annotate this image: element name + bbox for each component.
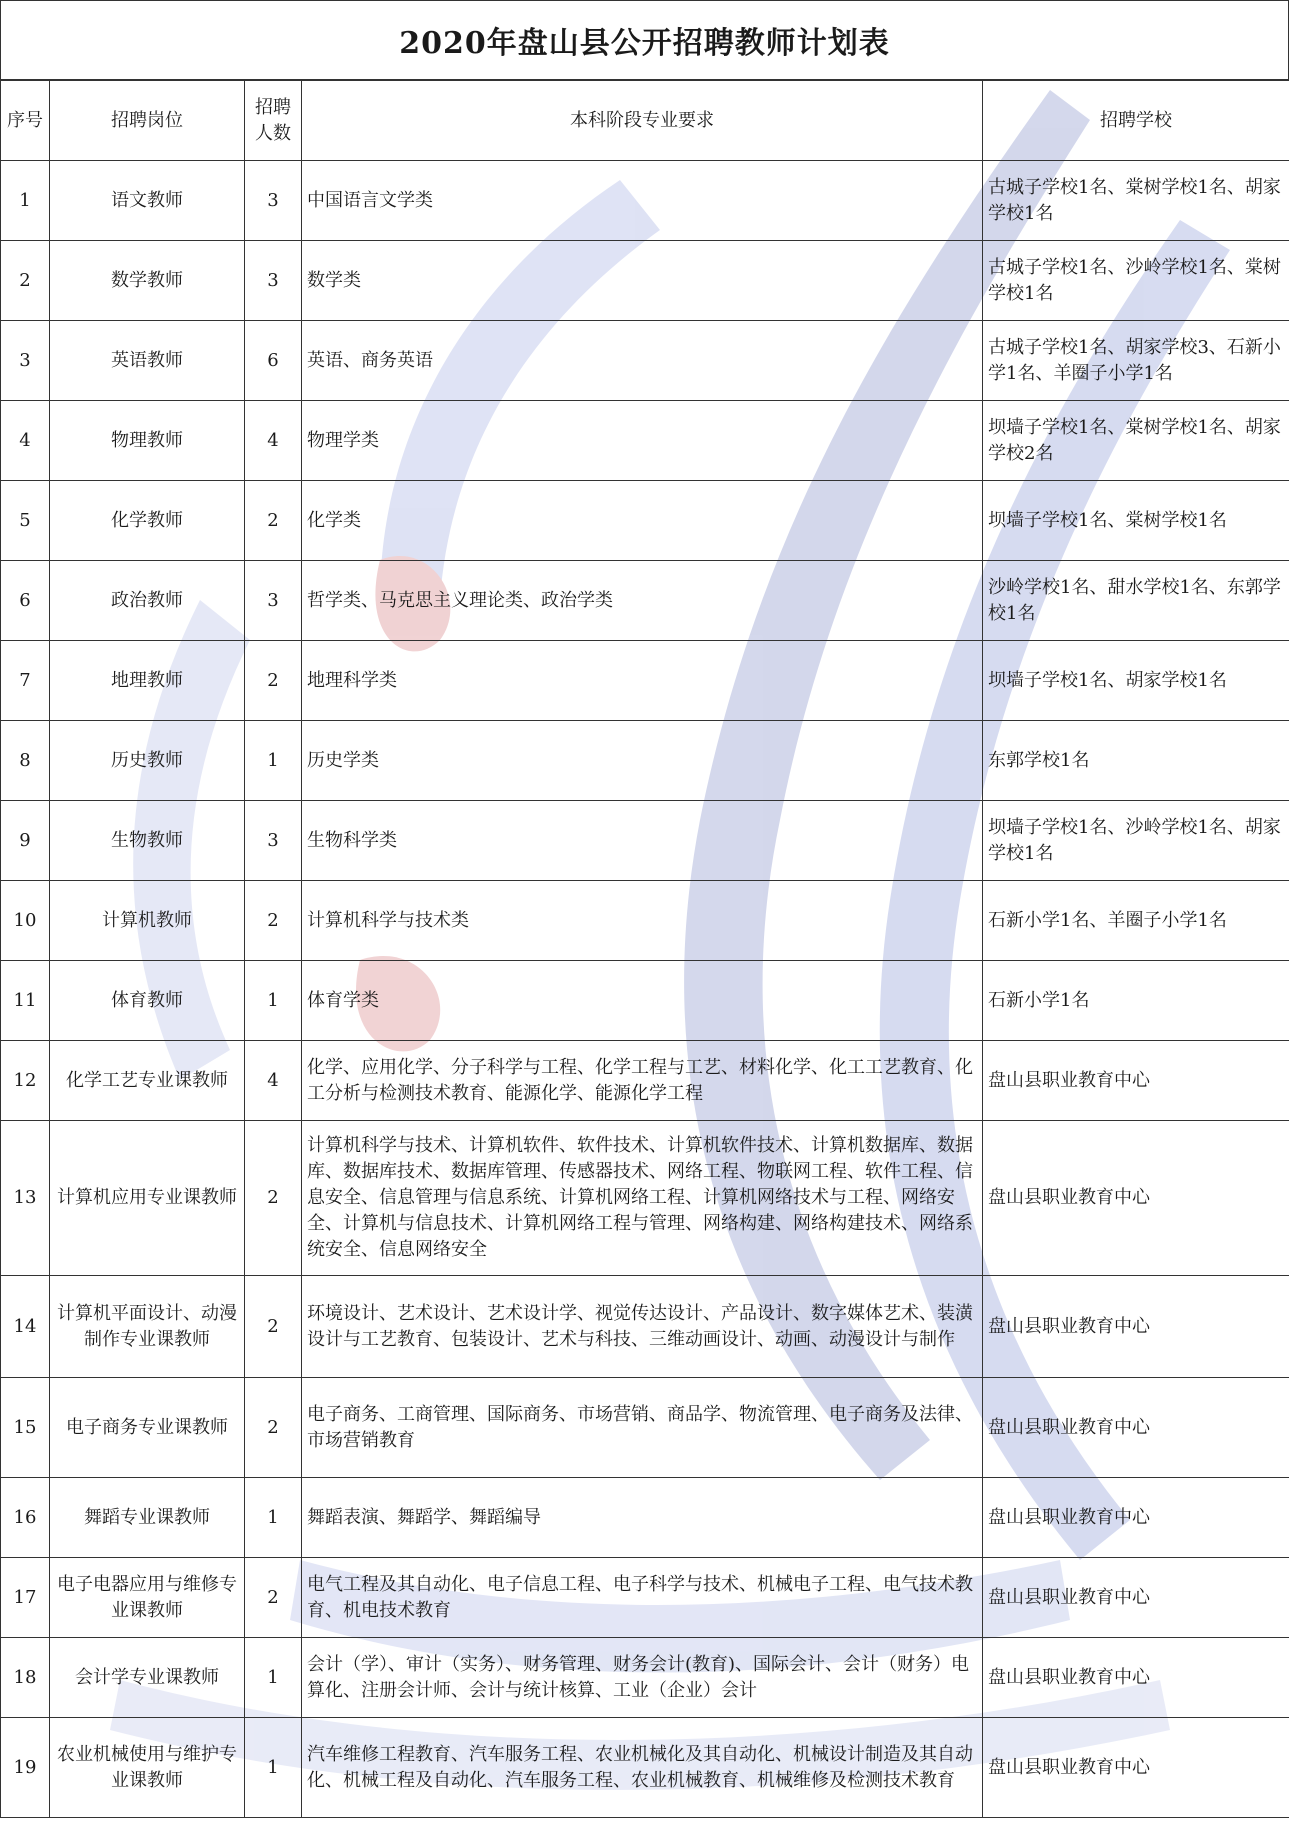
cell-count: 1 [245, 961, 302, 1041]
cell-count: 2 [245, 1378, 302, 1478]
cell-post: 物理教师 [50, 401, 245, 481]
table-row [1, 561, 1289, 641]
cell-no: 16 [1, 1478, 50, 1558]
cell-post: 英语教师 [50, 321, 245, 401]
table-row [1, 721, 1289, 801]
cell-school: 盘山县职业教育中心 [983, 1638, 1289, 1718]
cell-major: 舞蹈表演、舞蹈学、舞蹈编导 [302, 1478, 983, 1558]
cell-post: 化学教师 [50, 481, 245, 561]
cell-no: 14 [1, 1276, 50, 1378]
cell-major: 生物科学类 [302, 801, 983, 881]
table-row [1, 961, 1289, 1041]
cell-post: 生物教师 [50, 801, 245, 881]
cell-major: 化学类 [302, 481, 983, 561]
cell-major: 物理学类 [302, 401, 983, 481]
cell-count: 2 [245, 1558, 302, 1638]
cell-major: 数学类 [302, 241, 983, 321]
cell-count: 2 [245, 881, 302, 961]
cell-no: 2 [1, 241, 50, 321]
cell-school: 东郭学校1名 [983, 721, 1289, 801]
recruitment-table [0, 80, 1289, 1818]
cell-post: 会计学专业课教师 [50, 1638, 245, 1718]
cell-no: 13 [1, 1121, 50, 1276]
cell-major: 会计（学）、审计（实务）、财务管理、财务会计(教育)、国际会计、会计（财务）电算化、注册会计师、会计与统计核算、工业（企业）会计 [302, 1638, 983, 1718]
cell-school: 石新小学1名 [983, 961, 1289, 1041]
cell-school: 坝墙子学校1名、沙岭学校1名、胡家学校1名 [983, 801, 1289, 881]
cell-post: 舞蹈专业课教师 [50, 1478, 245, 1558]
cell-post: 电子商务专业课教师 [50, 1378, 245, 1478]
cell-count: 1 [245, 1478, 302, 1558]
cell-no: 4 [1, 401, 50, 481]
header-major: 本科阶段专业要求 [302, 81, 983, 161]
cell-count: 3 [245, 561, 302, 641]
cell-count: 3 [245, 161, 302, 241]
table-row [1, 1041, 1289, 1121]
cell-school: 盘山县职业教育中心 [983, 1378, 1289, 1478]
cell-no: 1 [1, 161, 50, 241]
table-row [1, 881, 1289, 961]
table-row [1, 1638, 1289, 1718]
cell-count: 2 [245, 1121, 302, 1276]
title-bar [0, 0, 1289, 80]
header-post: 招聘岗位 [50, 81, 245, 161]
cell-major: 环境设计、艺术设计、艺术设计学、视觉传达设计、产品设计、数字媒体艺术、装潢设计与工艺教育、包装设计、艺术与科技、三维动画设计、动画、动漫设计与制作 [302, 1276, 983, 1378]
cell-no: 3 [1, 321, 50, 401]
cell-count: 3 [245, 801, 302, 881]
document-title: 2020年盘山县公开招聘教师计划表 [399, 26, 890, 61]
cell-post: 体育教师 [50, 961, 245, 1041]
cell-no: 8 [1, 721, 50, 801]
table-row [1, 1378, 1289, 1478]
cell-count: 2 [245, 481, 302, 561]
cell-post: 历史教师 [50, 721, 245, 801]
cell-school: 沙岭学校1名、甜水学校1名、东郭学校1名 [983, 561, 1289, 641]
cell-post: 计算机教师 [50, 881, 245, 961]
table-row [1, 1718, 1289, 1818]
cell-post: 计算机平面设计、动漫制作专业课教师 [50, 1276, 245, 1378]
table-row [1, 1276, 1289, 1378]
cell-no: 17 [1, 1558, 50, 1638]
header-school: 招聘学校 [983, 81, 1289, 161]
table-row [1, 241, 1289, 321]
cell-count: 6 [245, 321, 302, 401]
cell-post: 农业机械使用与维护专业课教师 [50, 1718, 245, 1818]
cell-count: 4 [245, 1041, 302, 1121]
cell-no: 9 [1, 801, 50, 881]
cell-major: 计算机科学与技术、计算机软件、软件技术、计算机软件技术、计算机数据库、数据库、数据库技术、数据库管理、传感器技术、网络工程、物联网工程、软件工程、信息安全、信息管理与信息系统、计算机网络工程、计算机网络技术与工程、网络安全、计算机与信息技术、计算机网络工程与管理、网络构建、网络构建技术、网络系统安全、信息网络安全 [302, 1121, 983, 1276]
cell-count: 1 [245, 1638, 302, 1718]
cell-school: 坝墙子学校1名、棠树学校1名、胡家学校2名 [983, 401, 1289, 481]
cell-post: 化学工艺专业课教师 [50, 1041, 245, 1121]
cell-no: 5 [1, 481, 50, 561]
cell-school: 古城子学校1名、沙岭学校1名、棠树学校1名 [983, 241, 1289, 321]
cell-count: 2 [245, 1276, 302, 1378]
cell-major: 地理科学类 [302, 641, 983, 721]
cell-no: 15 [1, 1378, 50, 1478]
cell-school: 古城子学校1名、胡家学校3、石新小学1名、羊圈子小学1名 [983, 321, 1289, 401]
cell-school: 坝墙子学校1名、胡家学校1名 [983, 641, 1289, 721]
cell-school: 盘山县职业教育中心 [983, 1276, 1289, 1378]
cell-no: 7 [1, 641, 50, 721]
cell-major: 历史学类 [302, 721, 983, 801]
table-row [1, 321, 1289, 401]
table-row [1, 161, 1289, 241]
cell-major: 化学、应用化学、分子科学与工程、化学工程与工艺、材料化学、化工工艺教育、化工分析与检测技术教育、能源化学、能源化学工程 [302, 1041, 983, 1121]
cell-major: 电子商务、工商管理、国际商务、市场营销、商品学、物流管理、电子商务及法律、市场营销教育 [302, 1378, 983, 1478]
cell-major: 哲学类、马克思主义理论类、政治学类 [302, 561, 983, 641]
cell-school: 石新小学1名、羊圈子小学1名 [983, 881, 1289, 961]
cell-count: 1 [245, 1718, 302, 1818]
cell-school: 盘山县职业教育中心 [983, 1718, 1289, 1818]
cell-school: 古城子学校1名、棠树学校1名、胡家学校1名 [983, 161, 1289, 241]
table-row [1, 401, 1289, 481]
cell-post: 语文教师 [50, 161, 245, 241]
table-row [1, 1558, 1289, 1638]
table-row [1, 481, 1289, 561]
header-count: 招聘人数 [245, 81, 302, 161]
cell-count: 4 [245, 401, 302, 481]
cell-school: 盘山县职业教育中心 [983, 1558, 1289, 1638]
cell-no: 12 [1, 1041, 50, 1121]
cell-major: 计算机科学与技术类 [302, 881, 983, 961]
cell-school: 盘山县职业教育中心 [983, 1121, 1289, 1276]
cell-school: 坝墙子学校1名、棠树学校1名 [983, 481, 1289, 561]
cell-post: 电子电器应用与维修专业课教师 [50, 1558, 245, 1638]
cell-count: 3 [245, 241, 302, 321]
table-row [1, 1478, 1289, 1558]
table-row [1, 1121, 1289, 1276]
cell-no: 18 [1, 1638, 50, 1718]
cell-major: 电气工程及其自动化、电子信息工程、电子科学与技术、机械电子工程、电气技术教育、机电技术教育 [302, 1558, 983, 1638]
cell-no: 10 [1, 881, 50, 961]
cell-count: 1 [245, 721, 302, 801]
cell-no: 11 [1, 961, 50, 1041]
cell-major: 体育学类 [302, 961, 983, 1041]
cell-post: 地理教师 [50, 641, 245, 721]
cell-school: 盘山县职业教育中心 [983, 1478, 1289, 1558]
cell-post: 数学教师 [50, 241, 245, 321]
table-row [1, 641, 1289, 721]
table-row [1, 801, 1289, 881]
cell-count: 2 [245, 641, 302, 721]
table-header-row [1, 81, 1289, 161]
cell-no: 19 [1, 1718, 50, 1818]
cell-post: 计算机应用专业课教师 [50, 1121, 245, 1276]
header-no: 序号 [1, 81, 50, 161]
cell-school: 盘山县职业教育中心 [983, 1041, 1289, 1121]
cell-major: 汽车维修工程教育、汽车服务工程、农业机械化及其自动化、机械设计制造及其自动化、机械工程及自动化、汽车服务工程、农业机械教育、机械维修及检测技术教育 [302, 1718, 983, 1818]
cell-post: 政治教师 [50, 561, 245, 641]
cell-major: 中国语言文学类 [302, 161, 983, 241]
cell-major: 英语、商务英语 [302, 321, 983, 401]
cell-no: 6 [1, 561, 50, 641]
